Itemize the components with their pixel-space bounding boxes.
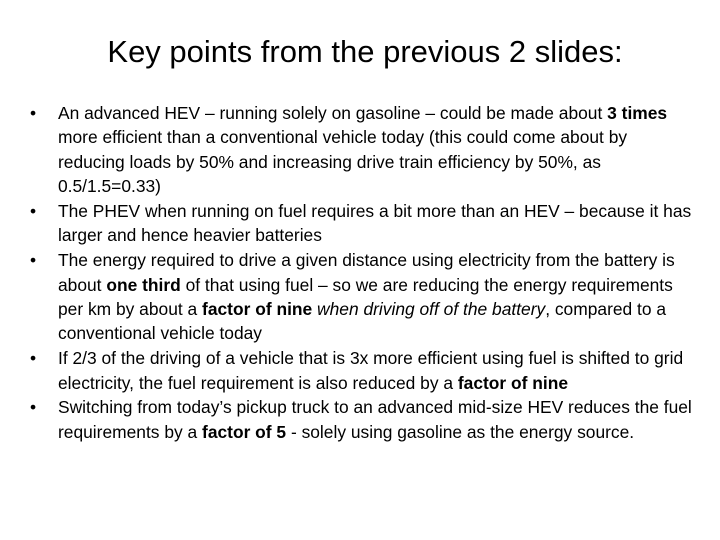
- bullet-list: [30, 101, 692, 445]
- bullet-emphasis: factor of nine: [202, 299, 313, 320]
- bullet-marker: •: [30, 397, 37, 418]
- bullet-emphasis: factor of 5: [202, 421, 287, 442]
- bullet-text: of that using fuel – so we are reducing the energy requirements per km by about a: [58, 274, 673, 320]
- bullet-marker: •: [30, 250, 37, 271]
- bullet-item-2: [30, 199, 692, 248]
- bullet-text: , compared to a conventional vehicle today: [58, 299, 667, 344]
- bullet-italic: when driving off of the battery: [317, 299, 546, 320]
- bullet-marker: •: [30, 201, 37, 222]
- bullet-emphasis: one third: [106, 274, 181, 295]
- bullet-item-4: [30, 346, 692, 395]
- bullet-marker: •: [30, 348, 37, 369]
- bullet-text: - solely using gasoline as the energy source.: [286, 421, 635, 442]
- bullet-text: Switching from today’s pickup truck to an advanced mid-size HEV reduces the fuel requirements by a: [58, 397, 692, 442]
- slide-title: Key points from the previous 2 slides:: [107, 34, 623, 69]
- bullet-text: If 2/3 of the driving of a vehicle that is 3x more efficient using fuel is shifted to grid electricity, the fuel requirement is also reduced by a: [58, 348, 684, 393]
- bullet-text: more efficient than a conventional vehicle today (this could come about by reducing loads by 50% and increasing drive train efficiency by 50%, as 0.5/1.5=0.33): [58, 127, 628, 197]
- bullet-marker: •: [30, 103, 37, 123]
- bullet-text: The energy required to drive a given distance using electricity from the battery is about: [58, 250, 675, 295]
- bullet-emphasis: factor of nine: [457, 372, 569, 393]
- bullet-emphasis: 3 times: [607, 103, 668, 123]
- bullet-item-3: [30, 248, 692, 346]
- bullet-item-5: [30, 395, 692, 444]
- bullet-text: The PHEV when running on fuel requires a bit more than an HEV – because it has larger and hence heavier batteries: [58, 201, 692, 246]
- bullet-item-1: [30, 101, 692, 199]
- bullet-text: An advanced HEV – running solely on gasoline – could be made about: [58, 103, 608, 123]
